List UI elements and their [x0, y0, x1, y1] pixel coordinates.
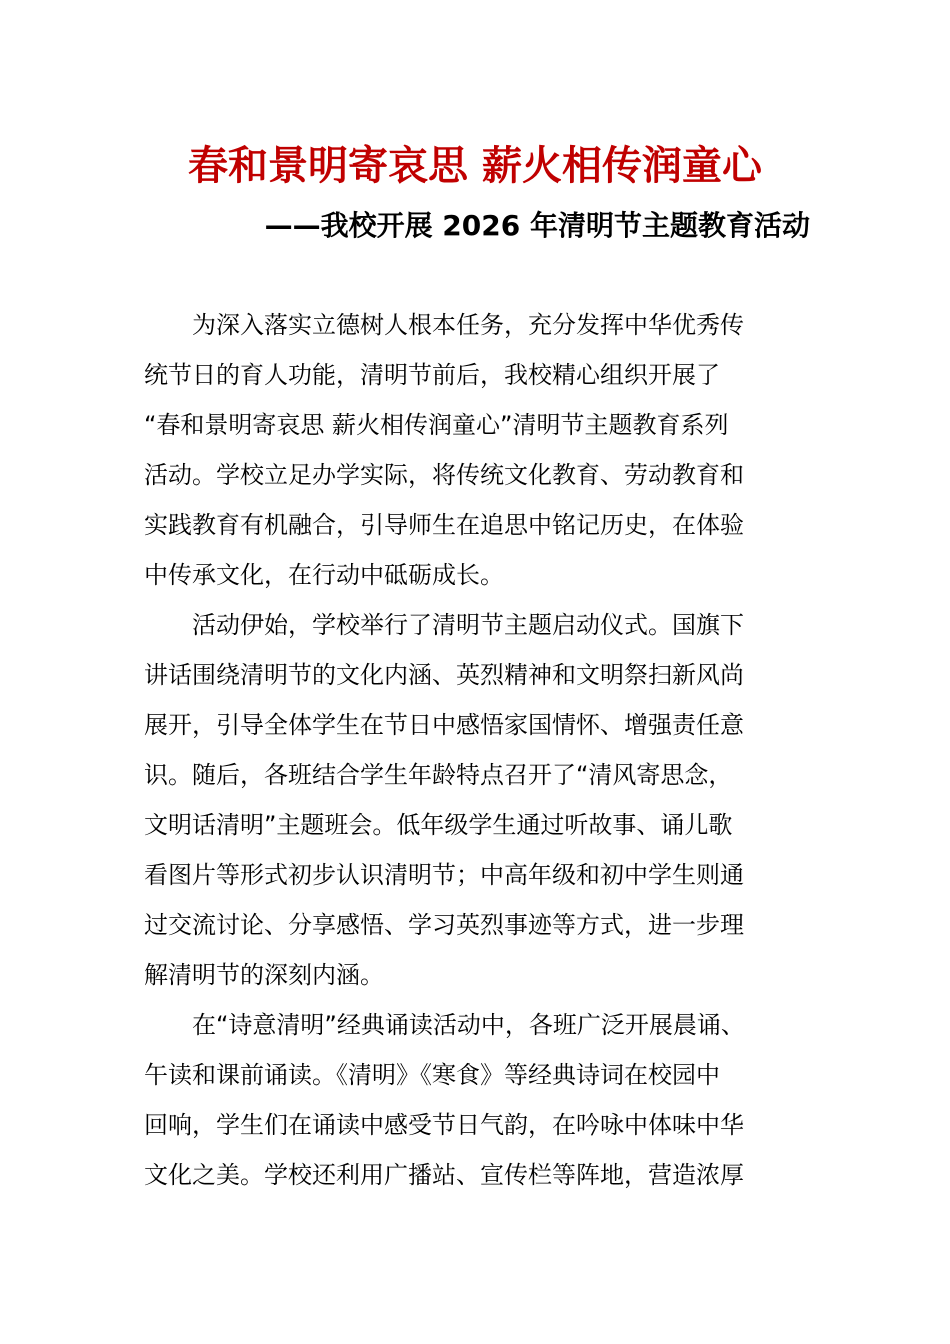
paragraph-line: 识。随后，各班结合学生年龄特点召开了“清风寄思念，	[144, 761, 733, 789]
paragraph-2	[144, 600, 810, 1000]
paragraph-line: “春和景明寄哀思 薪火相传润童心”清明节主题教育系列	[144, 411, 729, 439]
document-body	[144, 300, 810, 1200]
paragraph-line: 活动伊始，学校举行了清明节主题启动仪式。国旗下	[192, 611, 744, 639]
paragraph-line: 回响，学生们在诵读中感受节日气韵，在吟咏中体味中华	[144, 1111, 744, 1139]
paragraph-line: 文明话清明”主题班会。低年级学生通过听故事、诵儿歌	[144, 811, 733, 839]
paragraph-line: 实践教育有机融合，引导师生在追思中铭记历史，在体验	[144, 511, 744, 539]
paragraph-line: 在“诗意清明”经典诵读活动中，各班广泛开展晨诵、	[192, 1011, 745, 1039]
paragraph-line: 过交流讨论、分享感悟、学习英烈事迹等方式，进一步理	[144, 911, 744, 939]
paragraph-line: 文化之美。学校还利用广播站、宣传栏等阵地，营造浓厚	[144, 1161, 744, 1189]
paragraph-line: 午读和课前诵读。《清明》《寒食》等经典诗词在校园中	[144, 1061, 720, 1089]
paragraph-3	[144, 1000, 810, 1200]
paragraph-line: 统节日的育人功能，清明节前后，我校精心组织开展了	[144, 361, 720, 389]
document-subtitle: ——我校开展 2026 年清明节主题教育活动	[264, 209, 810, 242]
paragraph-line: 展开，引导全体学生在节日中感悟家国情怀、增强责任意	[144, 711, 744, 739]
paragraph-line: 解清明节的深刻内涵。	[144, 961, 384, 989]
document-title: 春和景明寄哀思 薪火相传润童心	[188, 143, 762, 189]
paragraph-line: 活动。学校立足办学实际，将传统文化教育、劳动教育和	[144, 461, 744, 489]
paragraph-line: 中传承文化，在行动中砥砺成长。	[144, 561, 504, 589]
paragraph-1	[144, 300, 810, 600]
paragraph-line: 看图片等形式初步认识清明节；中高年级和初中学生则通	[144, 861, 744, 889]
paragraph-line: 为深入落实立德树人根本任务，充分发挥中华优秀传	[192, 311, 744, 339]
paragraph-line: 讲话围绕清明节的文化内涵、英烈精神和文明祭扫新风尚	[144, 661, 744, 689]
